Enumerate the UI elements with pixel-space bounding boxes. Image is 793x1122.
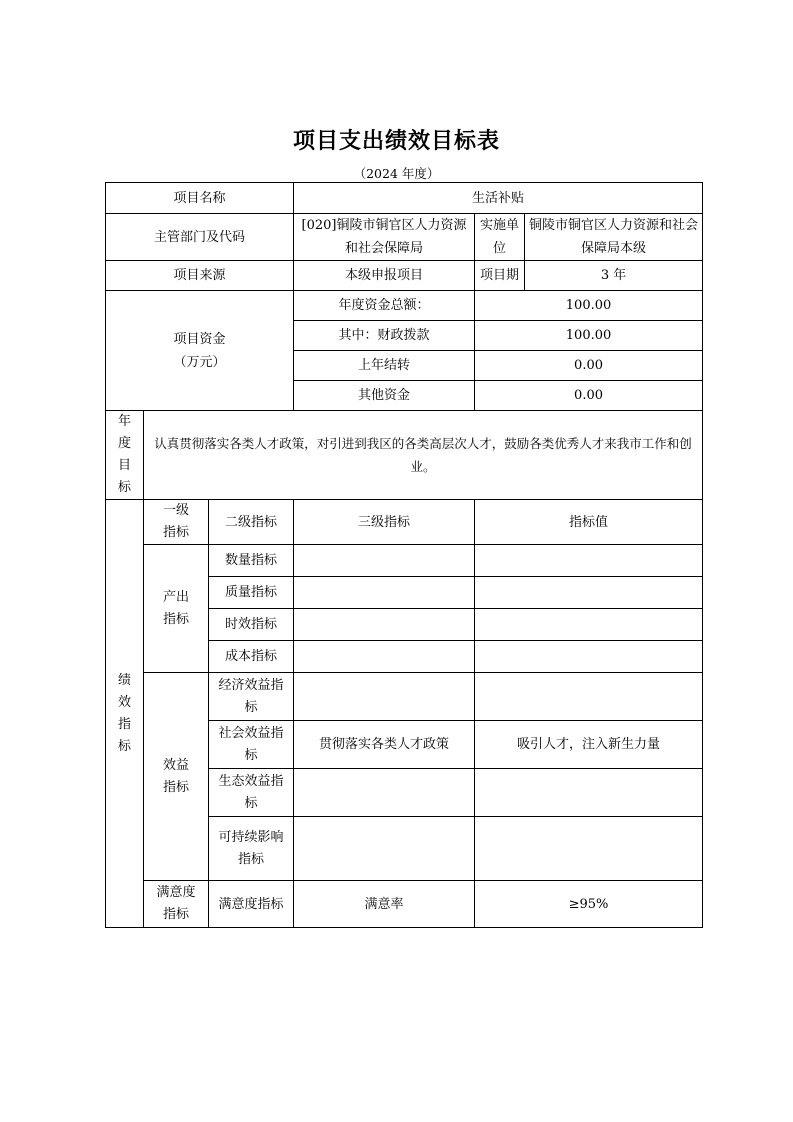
output-cost-l3 <box>294 641 475 673</box>
benefit-ecological-name-text: 生态效益指标 <box>218 773 284 811</box>
performance-table <box>105 182 703 928</box>
objective-label-text: 年度目标 <box>117 414 131 495</box>
row-funds-total <box>106 291 703 321</box>
funds-fiscal-label: 其中：财政拨款 <box>294 321 475 351</box>
benefit-label-text: 效益指标 <box>162 757 189 795</box>
row-dept <box>106 214 703 261</box>
output-quantity-l3 <box>294 545 475 577</box>
output-timeliness-value <box>475 609 703 641</box>
period-label: 项目期 <box>475 261 525 291</box>
benefit-economic-name-text: 经济效益指标 <box>218 677 284 715</box>
performance-label <box>106 500 144 928</box>
benefit-ecological-value <box>475 769 703 817</box>
header-value: 指标值 <box>475 500 703 545</box>
output-quantity-name: 数量指标 <box>209 545 294 577</box>
source-label: 项目来源 <box>106 261 294 291</box>
row-satisfaction <box>106 881 703 928</box>
project-name-label: 项目名称 <box>106 183 294 214</box>
header-level2: 二级指标 <box>209 500 294 545</box>
row-source <box>106 261 703 291</box>
output-label <box>144 545 209 673</box>
satisfaction-label <box>144 881 209 928</box>
objective-text: 认真贯彻落实各类人才政策，对引进到我区的各类高层次人才，鼓励各类优秀人才来我市工作和创业。 <box>144 411 703 500</box>
header-level3: 三级指标 <box>294 500 475 545</box>
row-benefit-economic <box>106 673 703 721</box>
project-name-value: 生活补贴 <box>294 183 703 214</box>
funds-carryover-value: 0.00 <box>475 351 703 381</box>
header-level1 <box>144 500 209 545</box>
funds-fiscal-value: 100.00 <box>475 321 703 351</box>
satisfaction-name: 满意度指标 <box>209 881 294 928</box>
source-value: 本级申报项目 <box>294 261 475 291</box>
benefit-economic-name <box>209 673 294 721</box>
impl-value: 铜陵市铜官区人力资源和社会保障局本级 <box>525 214 703 261</box>
funds-other-value: 0.00 <box>475 381 703 411</box>
output-cost-name: 成本指标 <box>209 641 294 673</box>
year-label: （2024 年度） <box>353 166 440 181</box>
row-headers <box>106 500 703 545</box>
funds-total-value: 100.00 <box>475 291 703 321</box>
objective-label <box>106 411 144 500</box>
benefit-social-value: 吸引人才，注入新生力量 <box>475 721 703 769</box>
impl-label: 实施单位 <box>475 214 525 261</box>
output-timeliness-l3 <box>294 609 475 641</box>
benefit-sustainable-l3 <box>294 817 475 881</box>
funds-label-cell <box>106 291 294 411</box>
benefit-sustainable-name <box>209 817 294 881</box>
output-cost-value <box>475 641 703 673</box>
benefit-social-name-text: 社会效益指标 <box>218 725 284 763</box>
satisfaction-value: ≥95% <box>475 881 703 928</box>
period-value: 3 年 <box>525 261 703 291</box>
output-quality-l3 <box>294 577 475 609</box>
output-quality-name: 质量指标 <box>209 577 294 609</box>
benefit-social-l3: 贯彻落实各类人才政策 <box>294 721 475 769</box>
row-project-name <box>106 183 703 214</box>
row-objective <box>106 411 703 500</box>
dept-label: 主管部门及代码 <box>106 214 294 261</box>
dept-value: [020]铜陵市铜官区人力资源和社会保障局 <box>294 214 475 261</box>
benefit-social-name <box>209 721 294 769</box>
output-timeliness-name: 时效指标 <box>209 609 294 641</box>
performance-label-text: 绩效指标 <box>117 672 131 754</box>
header-level1-text: 一级指标 <box>162 503 189 540</box>
benefit-economic-value <box>475 673 703 721</box>
funds-other-label: 其他资金 <box>294 381 475 411</box>
satisfaction-l3: 满意率 <box>294 881 475 928</box>
benefit-economic-l3 <box>294 673 475 721</box>
output-quantity-value <box>475 545 703 577</box>
funds-carryover-label: 上年结转 <box>294 351 475 381</box>
row-output-quantity <box>106 545 703 577</box>
benefit-ecological-l3 <box>294 769 475 817</box>
benefit-label <box>144 673 209 881</box>
output-quality-value <box>475 577 703 609</box>
output-label-text: 产出指标 <box>162 589 189 627</box>
funds-total-label: 年度资金总额： <box>294 291 475 321</box>
benefit-ecological-name <box>209 769 294 817</box>
funds-unit: （万元） <box>173 354 226 370</box>
benefit-sustainable-value <box>475 817 703 881</box>
benefit-sustainable-name-text: 可持续影响指标 <box>218 829 284 867</box>
funds-label: 项目资金 <box>173 331 226 347</box>
page-title: 项目支出绩效目标表 <box>292 129 500 154</box>
satisfaction-label-text: 满意度指标 <box>156 885 196 922</box>
